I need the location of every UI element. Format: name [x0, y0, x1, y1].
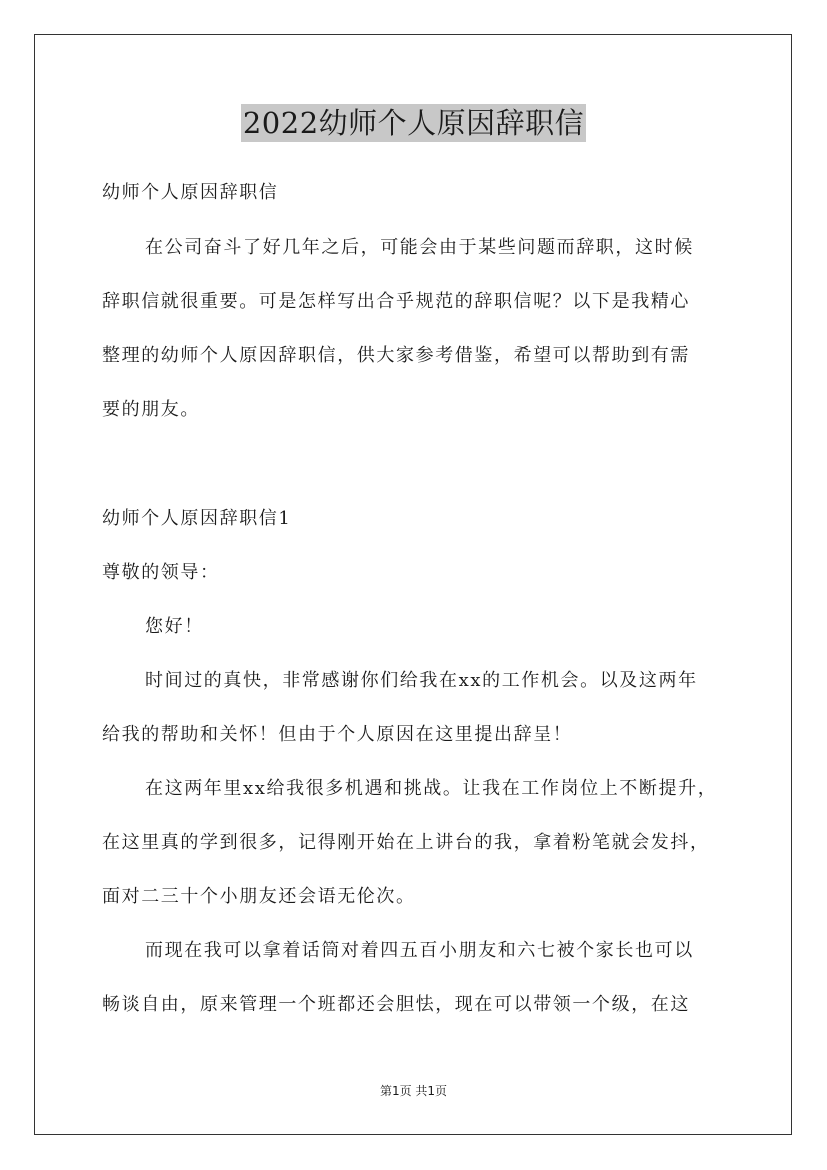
body-line-1: 时间过的真快，非常感谢你们给我在xx的工作机会。以及这两年: [145, 670, 698, 691]
body-line-3: 在这两年里xx给我很多机遇和挑战。让我在工作岗位上不断提升，: [145, 778, 718, 799]
body-line-7: 畅谈自由，原来管理一个班都还会胆怯，现在可以带领一个级，在这: [102, 994, 690, 1015]
page-footer: 第1页 共1页: [379, 1084, 448, 1098]
intro-line-1: 在公司奋斗了好几年之后，可能会由于某些问题而辞职，这时候: [145, 237, 694, 258]
body-line-2: 给我的帮助和关怀！但由于个人原因在这里提出辞呈！: [102, 724, 573, 745]
subtitle: 幼师个人原因辞职信: [102, 182, 279, 203]
intro-line-2: 辞职信就很重要。可是怎样写出合乎规范的辞职信呢？以下是我精心: [102, 291, 690, 312]
intro-line-3: 整理的幼师个人原因辞职信，供大家参考借鉴，希望可以帮助到有需: [102, 345, 690, 366]
intro-line-4: 要的朋友。: [102, 399, 200, 420]
document-title-container: [0, 104, 827, 142]
document-title: 2022幼师个人原因辞职信: [242, 106, 585, 140]
body-line-5: 面对二三十个小朋友还会语无伦次。: [102, 886, 416, 907]
body-line-6: 而现在我可以拿着话筒对着四五百小朋友和六七被个家长也可以: [145, 940, 694, 961]
letter-heading: 幼师个人原因辞职信1: [102, 508, 292, 529]
body-line-4: 在这里真的学到很多，记得刚开始在上讲台的我，拿着粉笔就会发抖，: [102, 832, 710, 853]
greeting: 您好！: [145, 616, 204, 637]
salutation: 尊敬的领导：: [102, 562, 220, 583]
